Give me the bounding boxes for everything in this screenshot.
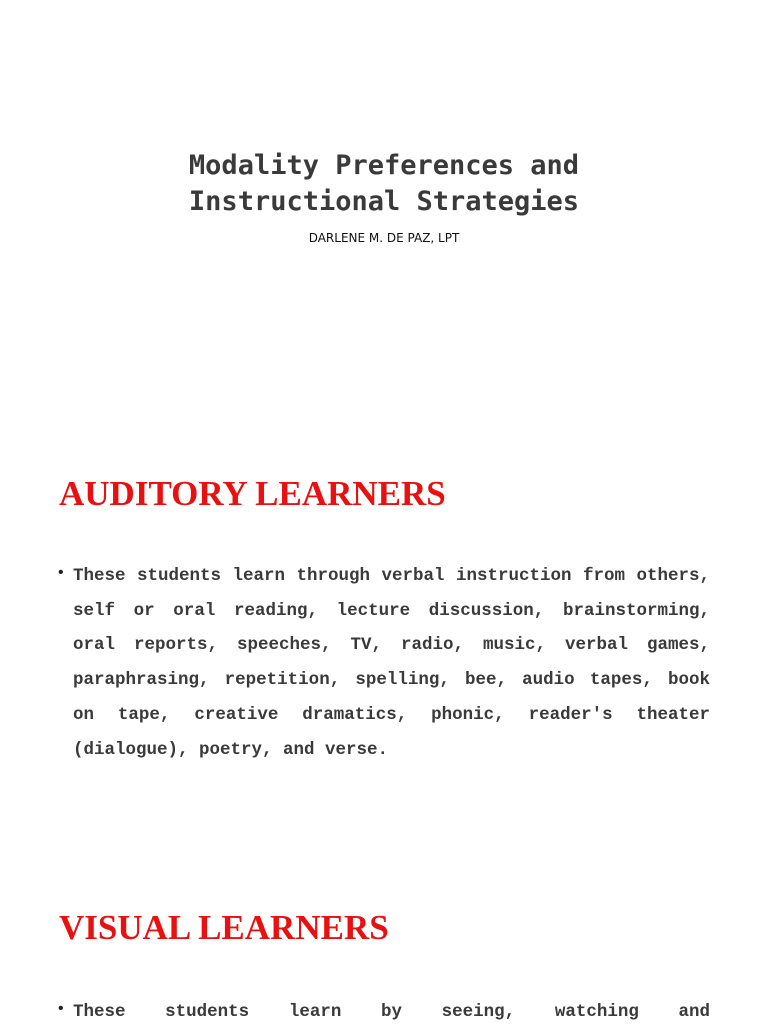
visual-learners-description: These students learn by seeing, watching and	[73, 1002, 710, 1022]
slide-title-line-1: Modality Preferences and	[188, 150, 580, 181]
auditory-learners-description: These students learn through verbal instruction from others, self or oral reading, lecture discussion, brainstorming, oral reports, speeches, TV, radio, music, verbal games, paraphrasing, repetition, spelling, bee, audio tapes, book on tape, creative dramatics, phonic, reader′s theater (dialogue), poetry, and verse.	[73, 566, 710, 760]
visual-bullet-icon: •	[58, 1000, 64, 1017]
auditory-bullet-icon: •	[58, 564, 64, 581]
auditory-learners-heading: AUDITORY LEARNERS	[59, 474, 446, 513]
slide-title-line-2: Instructional Strategies	[188, 186, 580, 217]
author-name: DARLENE M. DE PAZ, LPT	[308, 231, 460, 245]
visual-learners-heading: VISUAL LEARNERS	[59, 908, 389, 947]
slide-title	[0, 148, 768, 220]
